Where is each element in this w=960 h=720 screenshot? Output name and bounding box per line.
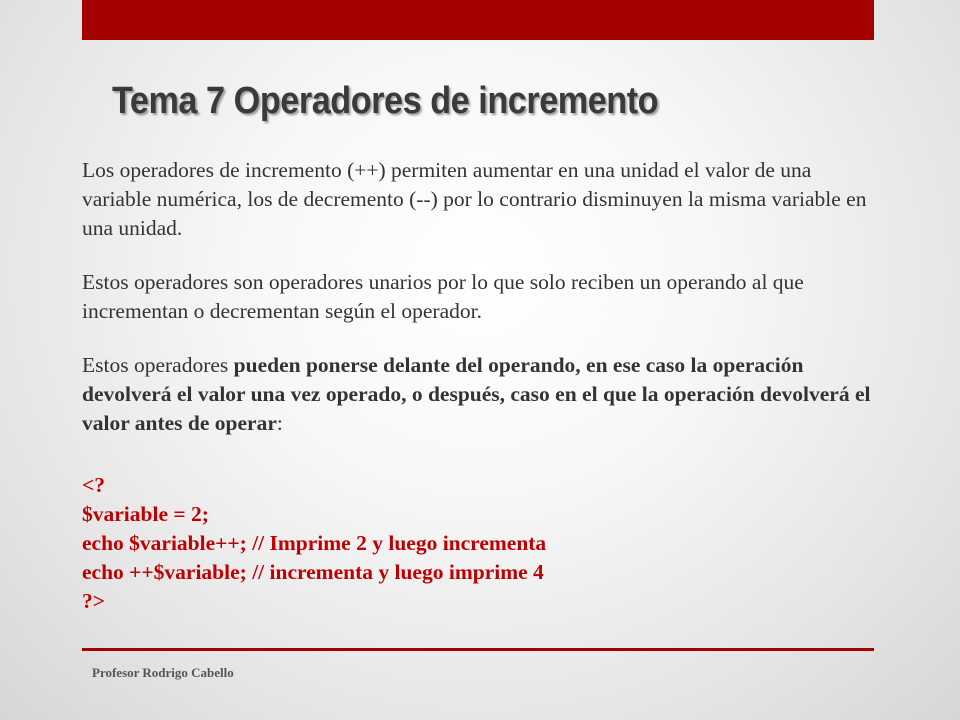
code-line: ?> (82, 589, 106, 613)
code-line: <? (82, 473, 106, 497)
footer-author: Profesor Rodrigo Cabello (92, 665, 234, 680)
code-line: echo ++$variable; // incrementa y luego imprime 4 (82, 560, 544, 584)
top-accent-bar (82, 0, 874, 40)
paragraph-prefix-postfix-end: : (276, 411, 283, 435)
slide-title: Tema 7 Operadores de incremento (112, 80, 659, 122)
slide-body (82, 156, 874, 616)
paragraph-prefix-postfix (82, 351, 874, 438)
paragraph-prefix-postfix-emphasis: pueden ponerse delante del operando, en ese caso la operación devolverá el valor una vez operado, o después, caso en el que la operación devolverá el valor antes de operar (82, 353, 871, 435)
paragraph-increment-description: Los operadores de incremento (++) permiten aumentar en una unidad el valor de una variable numérica, los de decremento (--) por lo contrario disminuyen la misma variable en una unidad. (82, 158, 867, 240)
code-line: $variable = 2; (82, 502, 209, 526)
paragraph-prefix-postfix-intro: Estos operadores (82, 353, 234, 377)
code-line: echo $variable++; // Imprime 2 y luego incrementa (82, 531, 547, 555)
bottom-divider (82, 648, 874, 651)
paragraph-unary-operators: Estos operadores son operadores unarios por lo que solo reciben un operando al que incrementan o decrementan según el operador. (82, 270, 804, 323)
code-example (82, 471, 874, 616)
